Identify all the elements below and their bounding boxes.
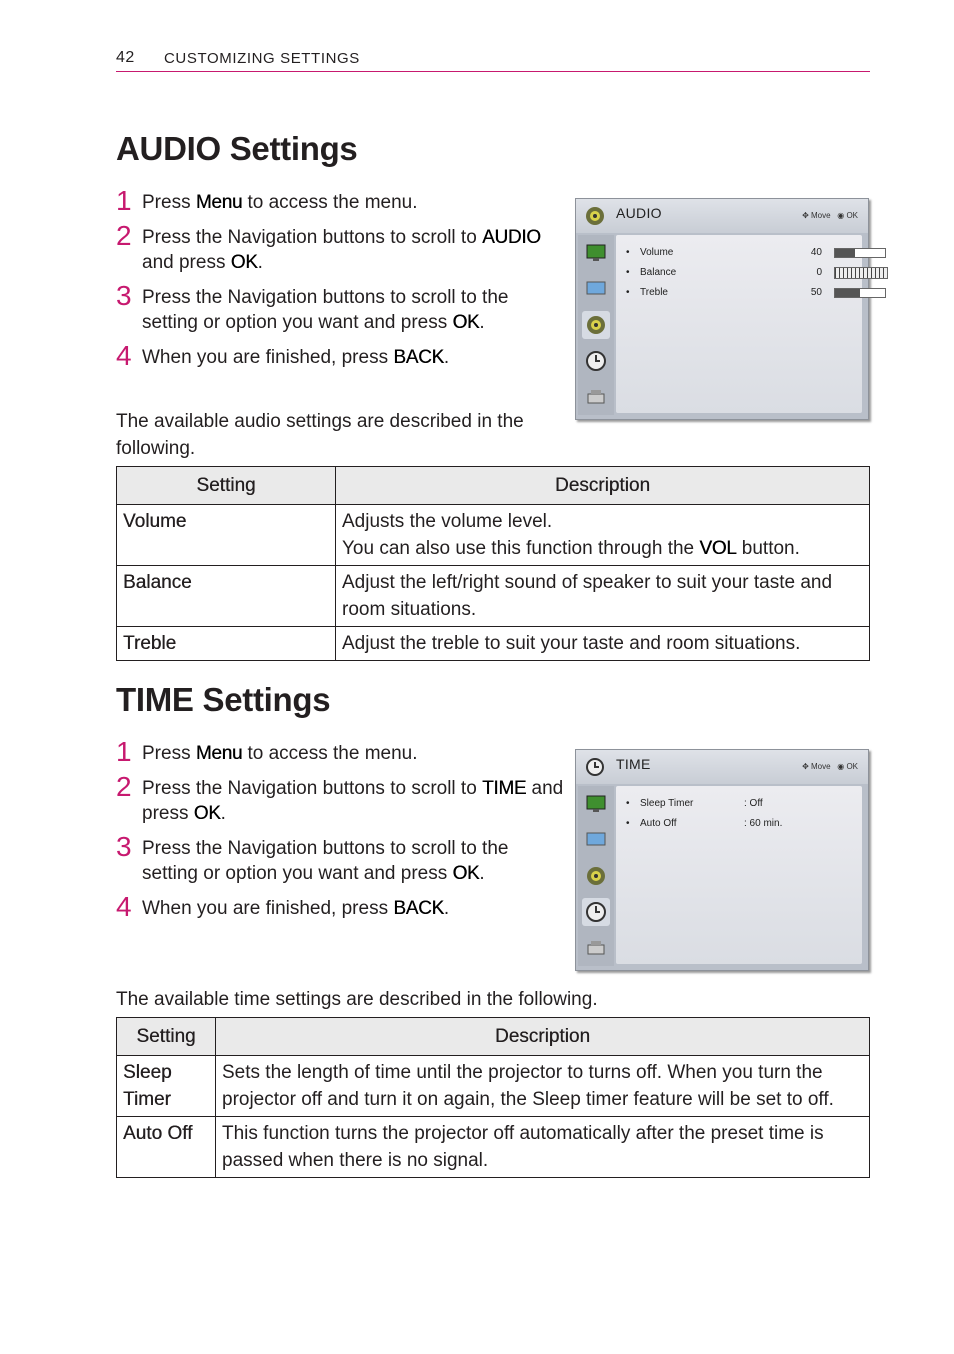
step-text: . bbox=[479, 863, 485, 884]
table-header-row bbox=[117, 467, 870, 505]
table-header-row bbox=[117, 1018, 870, 1056]
setting-description: Sets the length of time until the projector to turns off. When you turn the projector off and turn it on again, the Sleep timer feature will be set to off. bbox=[216, 1056, 870, 1117]
keyword: OK bbox=[452, 312, 480, 333]
step-text: Press the Navigation buttons to scroll to bbox=[142, 778, 483, 799]
time-step-2 bbox=[116, 771, 566, 826]
audio-step-4 bbox=[116, 340, 566, 371]
time-steps bbox=[116, 736, 566, 931]
menu-title-bar bbox=[576, 199, 868, 233]
menu-panel bbox=[616, 235, 862, 413]
keyword: BACK bbox=[393, 898, 444, 919]
auto-off-value: : 60 min. bbox=[744, 818, 783, 829]
menu-title-bar bbox=[576, 750, 868, 784]
audio-step-3 bbox=[116, 280, 566, 335]
column-header: Setting bbox=[117, 467, 336, 505]
keyword: BACK bbox=[393, 347, 444, 368]
time-step-3 bbox=[116, 831, 566, 886]
menu-hint: ✥ Move ◉ OK bbox=[802, 211, 858, 220]
menu-item-label: Treble bbox=[640, 287, 668, 298]
menu-title: TIME bbox=[616, 756, 651, 772]
treble-fill bbox=[835, 289, 860, 297]
volume-fill bbox=[835, 249, 855, 257]
menu-hint: ✥ Move ◉ OK bbox=[802, 762, 858, 771]
table-row bbox=[117, 627, 870, 661]
audio-menu-screenshot bbox=[575, 198, 869, 420]
step-number: 3 bbox=[116, 280, 132, 311]
screen-icon[interactable] bbox=[582, 826, 610, 854]
step-text: . bbox=[443, 898, 450, 919]
step-text: Press the Navigation buttons to scroll to bbox=[142, 227, 483, 248]
treble-value: 50 bbox=[810, 287, 822, 298]
options-icon[interactable] bbox=[582, 383, 610, 411]
audio-icon[interactable] bbox=[582, 311, 610, 339]
menu-item-volume[interactable]: • Volume bbox=[626, 247, 674, 258]
menu-panel bbox=[616, 786, 862, 964]
page-header bbox=[116, 49, 870, 72]
page-number: 42 bbox=[116, 49, 135, 66]
menu-sidebar bbox=[578, 786, 614, 966]
step-text: . bbox=[443, 347, 450, 368]
description-line: Adjusts the volume level. bbox=[342, 511, 553, 532]
step-number: 2 bbox=[116, 220, 132, 251]
balance-bar[interactable] bbox=[834, 267, 888, 279]
volume-value: 40 bbox=[810, 247, 822, 258]
menu-item-label: Volume bbox=[640, 247, 674, 258]
setting-name: Treble bbox=[117, 627, 336, 661]
step-number: 2 bbox=[116, 771, 132, 802]
step-text: . bbox=[220, 803, 226, 824]
step-text: and press bbox=[142, 252, 231, 273]
step-text: Press bbox=[142, 743, 196, 764]
audio-heading: AUDIO Settings bbox=[116, 130, 358, 167]
time-settings-table bbox=[116, 1017, 870, 1178]
setting-description: Adjust the treble to suit your taste and room situations. bbox=[336, 627, 870, 661]
step-text: Press bbox=[142, 192, 196, 213]
setting-name: Volume bbox=[117, 505, 336, 566]
keyword: OK bbox=[452, 863, 480, 884]
table-row bbox=[117, 566, 870, 627]
column-header: Setting bbox=[117, 1018, 216, 1056]
keyword: OK bbox=[193, 803, 221, 824]
setting-name: Auto Off bbox=[117, 1117, 216, 1178]
step-number: 3 bbox=[116, 831, 132, 862]
keyword: Menu bbox=[195, 743, 243, 764]
description-line: button. bbox=[736, 538, 800, 559]
step-number: 4 bbox=[116, 340, 132, 371]
menu-title: AUDIO bbox=[616, 205, 662, 221]
menu-item-sleep-timer[interactable]: • Sleep Timer bbox=[626, 798, 694, 809]
table-row bbox=[117, 505, 870, 566]
step-text: Press the Navigation buttons to scroll to the setting or option you want and press bbox=[142, 287, 509, 333]
setting-description bbox=[336, 505, 870, 566]
menu-item-treble[interactable]: • Treble bbox=[626, 287, 668, 298]
step-text: . bbox=[257, 252, 263, 273]
setting-name: Sleep Timer bbox=[117, 1056, 216, 1117]
audio-settings-table bbox=[116, 466, 870, 661]
step-text: to access the menu. bbox=[242, 192, 418, 213]
step-text: . bbox=[479, 312, 485, 333]
keyword: Menu bbox=[195, 192, 243, 213]
keyword: VOL bbox=[699, 538, 737, 559]
setting-description: This function turns the projector off automatically after the preset time is passed when there is no signal. bbox=[216, 1117, 870, 1178]
setting-description: Adjust the left/right sound of speaker to suit your taste and room situations. bbox=[336, 566, 870, 627]
step-text: When you are finished, press bbox=[142, 898, 394, 919]
hint-ok: OK bbox=[846, 762, 858, 771]
clock-icon bbox=[584, 756, 606, 778]
column-header: Description bbox=[336, 467, 870, 505]
menu-item-balance[interactable]: • Balance bbox=[626, 267, 677, 278]
screen-icon[interactable] bbox=[582, 275, 610, 303]
time-heading: TIME Settings bbox=[116, 681, 331, 718]
menu-sidebar bbox=[578, 235, 614, 415]
keyword: TIME bbox=[482, 778, 527, 799]
keyword: OK bbox=[230, 252, 258, 273]
time-step-4 bbox=[116, 891, 566, 922]
setting-name: Balance bbox=[117, 566, 336, 627]
keyword: AUDIO bbox=[482, 227, 541, 248]
volume-bar[interactable] bbox=[834, 248, 886, 258]
time-menu-screenshot bbox=[575, 749, 869, 971]
audio-step-2 bbox=[116, 220, 566, 275]
audio-step-1 bbox=[116, 185, 566, 216]
step-text: and press bbox=[142, 778, 564, 824]
audio-intro: The available audio settings are described in the following. bbox=[116, 411, 524, 459]
clock-icon[interactable] bbox=[582, 347, 610, 375]
audio-steps bbox=[116, 185, 566, 380]
hint-ok: OK bbox=[846, 211, 858, 220]
picture-icon[interactable] bbox=[582, 790, 610, 818]
balance-value: 0 bbox=[816, 267, 822, 278]
step-text: Press the Navigation buttons to scroll to the setting or option you want and press bbox=[142, 838, 509, 884]
options-icon[interactable] bbox=[582, 934, 610, 962]
step-text: to access the menu. bbox=[242, 743, 418, 764]
speaker-icon bbox=[584, 205, 606, 227]
treble-bar[interactable] bbox=[834, 288, 886, 298]
table-row bbox=[117, 1117, 870, 1178]
time-step-1 bbox=[116, 736, 566, 767]
section-title: CUSTOMIZING SETTINGS bbox=[164, 50, 360, 67]
picture-icon[interactable] bbox=[582, 239, 610, 267]
hint-move: Move bbox=[811, 211, 831, 220]
step-text: When you are finished, press bbox=[142, 347, 394, 368]
clock-icon[interactable] bbox=[582, 898, 610, 926]
menu-item-label: Balance bbox=[640, 267, 677, 278]
hint-move: Move bbox=[811, 762, 831, 771]
step-number: 4 bbox=[116, 891, 132, 922]
time-intro: The available time settings are described in the following. bbox=[116, 989, 598, 1010]
step-number: 1 bbox=[116, 185, 132, 216]
sleep-timer-value: : Off bbox=[744, 798, 763, 809]
description-line: You can also use this function through the bbox=[342, 538, 700, 559]
menu-item-label: Sleep Timer bbox=[640, 798, 694, 809]
menu-item-auto-off[interactable]: • Auto Off bbox=[626, 818, 677, 829]
step-number: 1 bbox=[116, 736, 132, 767]
audio-icon[interactable] bbox=[582, 862, 610, 890]
menu-item-label: Auto Off bbox=[640, 818, 677, 829]
column-header: Description bbox=[216, 1018, 870, 1056]
table-row bbox=[117, 1056, 870, 1117]
